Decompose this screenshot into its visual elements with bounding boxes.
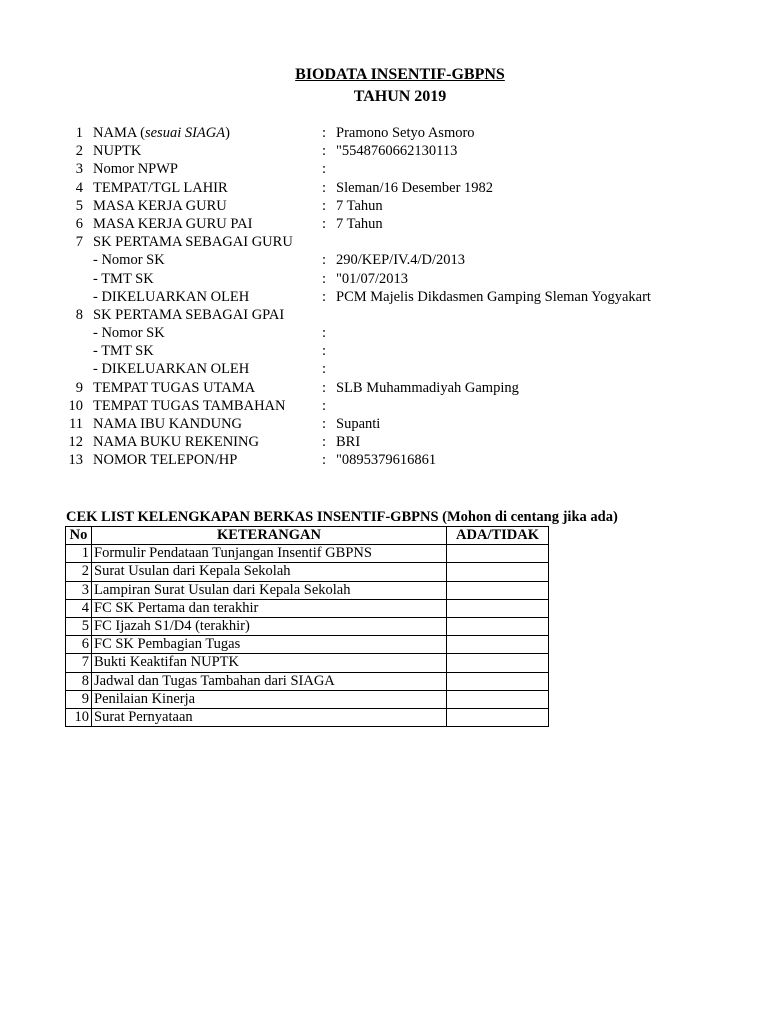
biodata-value: PCM Majelis Dikdasmen Gamping Sleman Yogyakart [336,288,651,305]
biodata-label: MASA KERJA GURU PAI [93,215,253,232]
biodata-label: TEMPAT/TGL LAHIR [93,179,228,196]
checklist-keterangan: FC SK Pertama dan terakhir [92,599,447,617]
biodata-row [60,324,760,342]
biodata-row [60,397,760,415]
biodata-colon: : [322,288,327,305]
checklist-ada-tidak-cell[interactable] [447,563,549,581]
biodata-row [60,270,760,288]
biodata-colon: : [322,397,327,414]
biodata-number: 6 [75,215,83,232]
biodata-label: NAMA BUKU REKENING [93,434,259,451]
checklist-keterangan: Lampiran Surat Usulan dari Kepala Sekolah [92,581,447,599]
checklist-row [66,617,549,635]
biodata-row [60,342,760,360]
biodata-colon: : [322,125,327,141]
checklist-row [66,599,549,617]
biodata-value: 290/KEP/IV.4/D/2013 [336,252,466,269]
biodata-label [93,124,230,142]
biodata-colon: : [322,215,327,232]
biodata-value: "01/07/2013 [336,270,408,287]
checklist-ada-tidak-cell[interactable] [447,617,549,635]
checklist-no: 3 [66,581,92,599]
biodata-label-italic: sesuai SIAGA [144,125,226,141]
checklist-row [66,708,549,726]
biodata-colon: : [322,434,327,451]
checklist-header-row [66,527,549,545]
biodata-number: 12 [68,434,83,451]
biodata-number: 5 [75,197,83,214]
checklist-no: 10 [66,708,92,726]
biodata-value: 7 Tahun [336,215,383,232]
biodata-value: "0895379616861 [336,452,437,469]
checklist-ada-tidak-cell[interactable] [447,708,549,726]
checklist-ada-tidak-cell[interactable] [447,672,549,690]
checklist-row [66,636,549,654]
header-keterangan: KETERANGAN [92,527,447,545]
checklist-row [66,563,549,581]
biodata-number: 13 [68,452,83,469]
biodata-colon: : [322,379,327,396]
checklist-ada-tidak-cell[interactable] [447,636,549,654]
checklist-ada-tidak-cell[interactable] [447,690,549,708]
biodata-label: SK PERTAMA SEBAGAI GPAI [93,306,285,323]
biodata-row [60,124,760,142]
biodata-label: - Nomor SK [93,325,165,342]
biodata-colon: : [322,143,327,160]
header-ada-tidak: ADA/TIDAK [447,527,549,545]
biodata-label: Nomor NPWP [93,161,178,178]
biodata-colon: : [322,343,327,360]
checklist-row [66,581,549,599]
biodata-row [60,360,760,378]
biodata-value: Supanti [336,416,381,432]
biodata-label: - DIKELUARKAN OLEH [93,361,250,378]
biodata-number: 7 [75,234,83,251]
checklist-ada-tidak-cell[interactable] [447,654,549,672]
biodata-row [60,288,760,306]
checklist-no: 4 [66,599,92,617]
biodata-label: SK PERTAMA SEBAGAI GURU [93,234,293,251]
biodata-row [60,233,760,251]
biodata-label: TEMPAT TUGAS TAMBAHAN [93,397,286,414]
biodata-row [60,415,760,433]
biodata-number: 2 [75,143,83,160]
checklist-row [66,654,549,672]
checklist-keterangan: FC Ijazah S1/D4 (terakhir) [92,617,447,635]
biodata-row [60,160,760,178]
biodata-row [60,197,760,215]
biodata-colon: : [322,270,327,287]
biodata-number: 8 [75,306,83,323]
biodata-row [60,433,760,451]
document-title: BIODATA INSENTIF-GBPNS [295,66,505,83]
biodata-colon: : [322,179,327,196]
biodata-colon: : [322,416,327,432]
biodata-label: - Nomor SK [93,252,165,269]
biodata-value: BRI [336,434,361,451]
checklist-keterangan: Formulir Pendataan Tunjangan Insentif GBPNS [92,545,447,563]
biodata-row [60,142,760,160]
checklist-no: 5 [66,617,92,635]
biodata-number: 3 [75,161,83,178]
biodata-label: MASA KERJA GURU [93,197,227,214]
biodata-colon: : [322,325,327,342]
biodata-value: 7 Tahun [336,197,383,214]
document-subtitle: TAHUN 2019 [353,88,447,105]
checklist-row [66,545,549,563]
biodata-section [60,124,760,470]
biodata-number: 4 [75,179,83,196]
biodata-row [60,251,760,269]
checklist-table [65,526,549,727]
biodata-row [60,451,760,469]
checklist-no: 7 [66,654,92,672]
checklist-ada-tidak-cell[interactable] [447,581,549,599]
biodata-colon: : [322,161,327,178]
checklist-keterangan: Penilaian Kinerja [92,690,447,708]
biodata-label: NUPTK [93,143,142,160]
checklist-no: 6 [66,636,92,654]
checklist-row [66,672,549,690]
biodata-colon: : [322,197,327,214]
checklist-no: 2 [66,563,92,581]
biodata-label: NOMOR TELEPON/HP [93,452,238,469]
biodata-number: 11 [69,416,83,432]
biodata-label: - TMT SK [93,343,154,360]
biodata-colon: : [322,361,327,378]
checklist-title: CEK LIST KELENGKAPAN BERKAS INSENTIF-GBPNS (Mohon di centang jika ada) [66,509,618,525]
checklist-keterangan: Surat Usulan dari Kepala Sekolah [92,563,447,581]
biodata-number: 10 [68,397,83,414]
biodata-row [60,379,760,397]
checklist-ada-tidak-cell[interactable] [447,545,549,563]
checklist-keterangan: Surat Pernyataan [92,708,447,726]
checklist-keterangan: Bukti Keaktifan NUPTK [92,654,447,672]
biodata-label: NAMA IBU KANDUNG [93,416,243,432]
biodata-label: - DIKELUARKAN OLEH [93,288,250,305]
biodata-label: - TMT SK [93,270,154,287]
biodata-row [60,215,760,233]
biodata-value: Sleman/16 Desember 1982 [336,179,494,196]
biodata-label-text: NAMA ( [93,125,145,141]
biodata-label-end: ) [225,125,230,141]
biodata-row [60,306,760,324]
biodata-value: "5548760662130113 [336,143,458,160]
header-no: No [66,527,92,545]
checklist-row [66,690,549,708]
biodata-value: Pramono Setyo Asmoro [336,125,475,141]
biodata-label: TEMPAT TUGAS UTAMA [93,379,256,396]
biodata-colon: : [322,452,327,469]
checklist-ada-tidak-cell[interactable] [447,599,549,617]
checklist-no: 8 [66,672,92,690]
biodata-number: 1 [75,125,83,141]
biodata-row [60,179,760,197]
checklist-keterangan: FC SK Pembagian Tugas [92,636,447,654]
checklist-no: 9 [66,690,92,708]
biodata-number: 9 [75,379,83,396]
biodata-colon: : [322,252,327,269]
checklist-no: 1 [66,545,92,563]
biodata-value: SLB Muhammadiyah Gamping [336,379,519,396]
checklist-keterangan: Jadwal dan Tugas Tambahan dari SIAGA [92,672,447,690]
